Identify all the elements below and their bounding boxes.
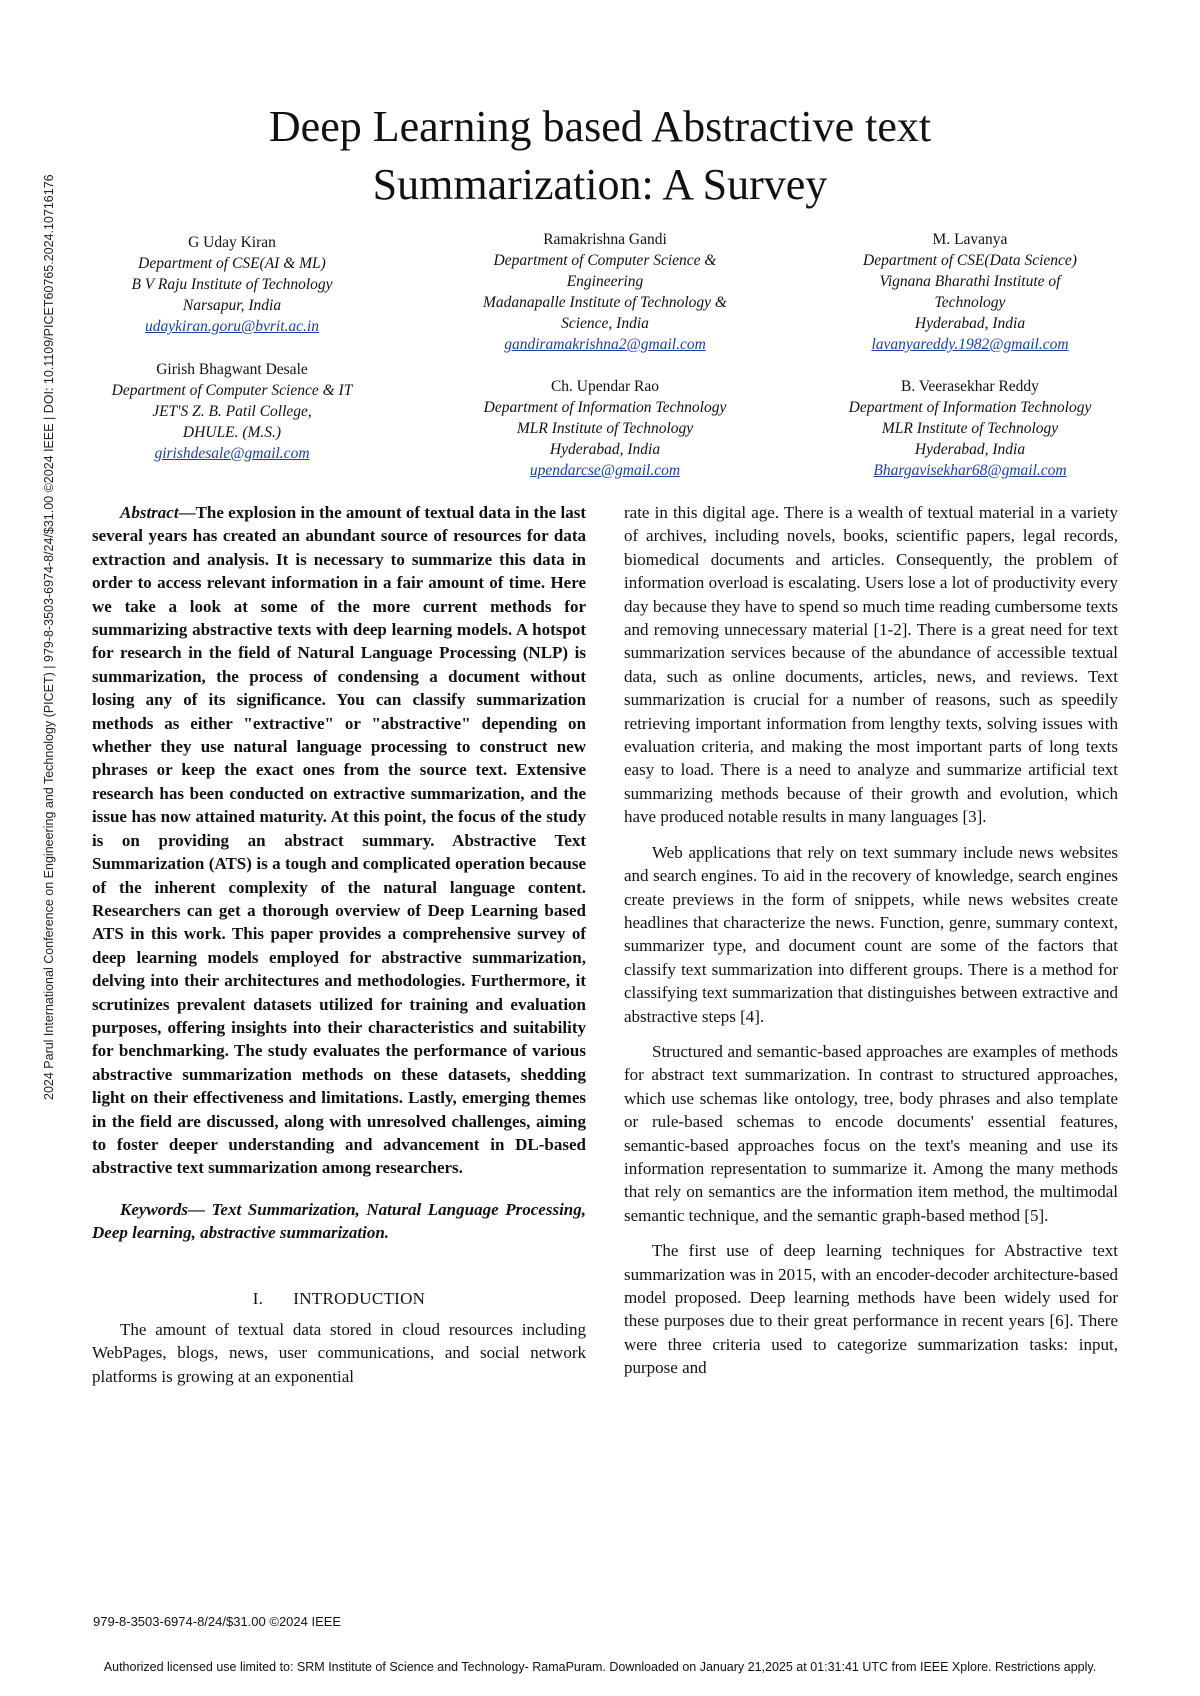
abstract-text: —The explosion in the amount of textual data in the last several years has created an abundant source of resources for data extraction and analysis. It is necessary to summarize this data in order to access relevant information in a fair amount of time. Here we take a look at some of the more current methods for summarizing abstractive texts with deep learning models. A hotspot for research in the field of Natural Language Processing (NLP) is summarization, the process of condensing a document without losing any of its significance. You can classify summarization methods as either "extractive" or "abstractive" depending on whether they use natural language processing to construct new phrases or keep the exact ones from the source text. Extensive research has been conducted on extractive summarization, and the issue has now attained maturity. At this point, the focus of the study is on providing an abstract summary. Abstractive Text Summarization (ATS) is a tough and complicated operation because of the inherent complexity of the natural language content. Researchers can get a thorough overview of Deep Learning based ATS in this work. This paper provides a comprehensive survey of deep learning models employed for abstractive summarization, delving into their architectures and methodologies. Furthermore, it scrutinizes prevalent datasets utilized for training and evaluation purposes, offering insights into their characteristics and suitability for benchmarking. The study evaluates the performance of various abstractive summarization methods on these datasets, shedding light on their effectiveness and limitations. Lastly, emerging themes in the field are discussed, along with unresolved challenges, aiming to foster deeper understanding and advancement in DL-based abstractive text summarization among researchers.: [92, 503, 586, 1178]
author-name: Girish Bhagwant Desale: [156, 361, 308, 378]
author-affiliation: Madanapalle Institute of Technology &: [483, 294, 727, 311]
author-block-1: [82, 232, 382, 337]
author-affiliation: JET'S Z. B. Patil College,: [152, 403, 312, 420]
author-affiliation: Department of CSE(AI & ML): [138, 255, 326, 272]
author-affiliation: B V Raju Institute of Technology: [131, 276, 333, 293]
author-email-link[interactable]: udaykiran.goru@bvrit.ac.in: [145, 318, 319, 335]
author-affiliation: DHULE. (M.S.): [182, 424, 282, 441]
intro-paragraph-4: The first use of deep learning techniques for Abstractive text summarization was in 2015, with an encoder-decoder architecture-based model proposed. Deep learning methods have been widely used for these purposes due to their great performance in recent years [6]. There were three criteria used to categorize summarization tasks: input, purpose and: [624, 1241, 1118, 1378]
author-affiliation: Engineering: [566, 273, 644, 290]
author-affiliation: MLR Institute of Technology: [516, 420, 694, 437]
author-name: Ramakrishna Gandi: [543, 231, 667, 248]
title-line-2: Summarization: A Survey: [372, 160, 828, 209]
author-name: G Uday Kiran: [188, 234, 276, 251]
author-block-4: [82, 359, 382, 464]
author-name: Ch. Upendar Rao: [550, 378, 660, 395]
intro-paragraph-1-continued: rate in this digital age. There is a wealth of textual material in a variety of archives, including novels, books, scientific papers, legal records, biomedical documents and articles. Consequently, the problem of information overload is escalating. Users lose a lot of productivity every day because they have to spend so much time reading cumbersome texts and removing unnecessary material [1-2]. There is a great need for text summarization services because of the abundance of accessible textual data, such as online documents, articles, news, and reviews. Text summarization is crucial for a number of reasons, such as speedily retrieving important information from lengthy texts, solving issues with evaluation criteria, and making the most important parts of long texts easy to load. There is a need to analyze and summarize artificial text summarizing methods because of their growth and evolution, which have produced notable results in many languages [3].: [624, 503, 1118, 827]
abstract: [92, 501, 586, 1180]
section-heading: [92, 1287, 586, 1310]
author-affiliation: Hyderabad, India: [914, 441, 1026, 458]
author-block-6: [810, 376, 1130, 481]
author-affiliation: Department of Computer Science & IT: [111, 382, 353, 399]
left-column: [92, 501, 586, 1388]
keywords: Keywords— Text Summarization, Natural Language Processing, Deep learning, abstractive summarization.: [92, 1199, 586, 1243]
section-number: I.: [252, 1288, 264, 1308]
license-notice: Authorized licensed use limited to: SRM Institute of Science and Technology- RamaPuram. Downloaded on January 21,2025 at 01:31:41 UTC from IEEE Xplore. Restrictions apply.: [103, 1660, 1097, 1674]
right-column: [624, 501, 1118, 1380]
paper-title: [150, 98, 1050, 214]
author-email-link[interactable]: Bhargavisekhar68@gmail.com: [873, 462, 1067, 479]
author-email-link[interactable]: gandiramakrishna2@gmail.com: [504, 336, 706, 353]
author-email-link[interactable]: upendarcse@gmail.com: [529, 462, 681, 479]
author-email-link[interactable]: girishdesale@gmail.com: [154, 445, 310, 462]
abstract-lead: Abstract: [120, 503, 179, 522]
author-email-link[interactable]: lavanyareddy.1982@gmail.com: [871, 336, 1069, 353]
author-affiliation: Science, India: [561, 315, 649, 332]
author-affiliation: MLR Institute of Technology: [881, 420, 1059, 437]
author-affiliation: Department of Information Technology: [483, 399, 727, 416]
author-block-3: [810, 229, 1130, 355]
author-affiliation: Department of CSE(Data Science): [863, 252, 1077, 269]
author-affiliation: Technology: [934, 294, 1006, 311]
author-affiliation: Department of Information Technology: [848, 399, 1092, 416]
side-citation-note: 2024 Parul International Conference on Engineering and Technology (PICET) | 979-8-3503-6974-8/24/$31.00 ©2024 IEEE | DOI: 10.1109/PICET60765.2024.10716176: [42, 174, 56, 1100]
copyright-footer: 979-8-3503-6974-8/24/$31.00 ©2024 IEEE: [93, 1614, 342, 1629]
author-block-5: [440, 376, 770, 481]
author-name: M. Lavanya: [932, 231, 1008, 248]
author-block-2: [440, 229, 770, 355]
author-affiliation: Hyderabad, India: [549, 441, 661, 458]
author-name: B. Veerasekhar Reddy: [901, 378, 1039, 395]
title-line-1: Deep Learning based Abstractive text: [268, 102, 932, 151]
author-affiliation: Hyderabad, India: [914, 315, 1026, 332]
intro-paragraph-2: Web applications that rely on text summary include news websites and search engines. To aid in the recovery of knowledge, search engines create previews in the form of snippets, while news websites create headlines that characterize the news. Function, genre, summary context, summarizer type, and document count are some of the factors that classify text summarization into different groups. There is a method for classifying text summarization that distinguishes between extractive and abstractive steps [4].: [624, 842, 1118, 1026]
intro-paragraph-1: The amount of textual data stored in cloud resources including WebPages, blogs, news, user communications, and social network platforms is growing at an exponential: [92, 1320, 586, 1386]
author-affiliation: Vignana Bharathi Institute of: [879, 273, 1061, 290]
author-affiliation: Narsapur, India: [182, 297, 282, 314]
section-title: INTRODUCTION: [293, 1288, 426, 1308]
intro-paragraph-3: Structured and semantic-based approaches are examples of methods for abstract text summarization. In contrast to structured approaches, which use schemas like ontology, tree, body phrases and also template or rule-based schemas to encode documents' essential features, semantic-based approaches focus on the text's meaning and use its information representation to summarize it. Among the many methods that rely on semantics are the information item method, the multimodal semantic technique, and the semantic graph-based method [5].: [624, 1041, 1118, 1225]
author-affiliation: Department of Computer Science &: [493, 252, 717, 269]
